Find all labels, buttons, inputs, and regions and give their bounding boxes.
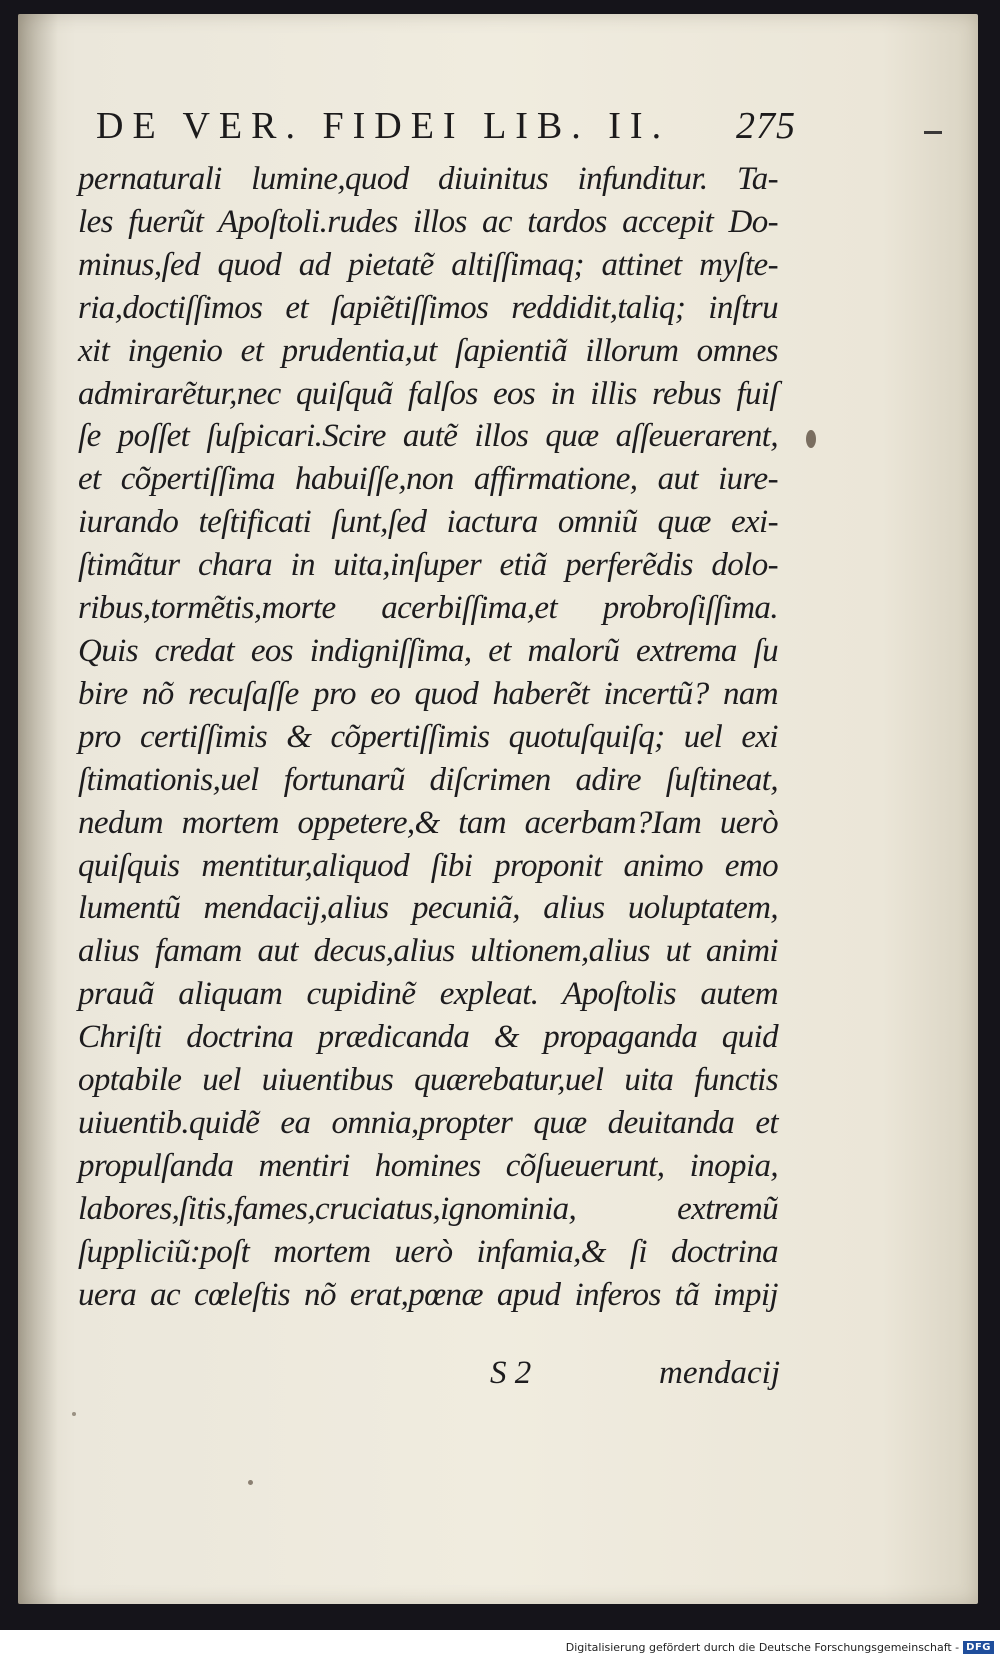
footer-credit: Digitalisierung gefördert durch die Deutsche Forschungsgemeinschaft -	[565, 1640, 960, 1654]
text-line: ſe poſſet ſuſpicari.Scire autẽ illos quæ aſſeuerarent,	[78, 418, 778, 455]
ink-stain	[806, 430, 816, 448]
text-line: minus,ſed quod ad pietatẽ altiſſimaq; attinet myſte-	[78, 246, 778, 283]
text-line: labores,ſitis,fames,cruciatus,ignominia, extremũ	[78, 1190, 778, 1227]
text-line: Quis credat eos indigniſſima, et malorũ extrema ſu	[78, 632, 778, 669]
text-line: quiſquis mentitur,aliquod ſibi proponit animo emo	[78, 847, 778, 884]
text-line: uiuentib.quidẽ ea omnia,propter quæ deuitanda et	[78, 1104, 778, 1141]
running-head	[96, 104, 796, 154]
text-line: lumentũ mendacij,alius pecuniã, alius uoluptatem,	[78, 890, 778, 927]
text-line: uera ac cœleſtis nõ erat,pœnæ apud inferos tã impij	[78, 1276, 778, 1313]
catchword: mendacij	[659, 1355, 780, 1391]
dfg-logo: DFG	[963, 1641, 994, 1654]
paper-speck	[248, 1480, 253, 1485]
text-line: ribus,tormẽtis,morte acerbiſſima,et probroſiſſima.	[78, 590, 778, 627]
gutter-shadow	[18, 14, 58, 1604]
text-line: et cõpertiſſima habuiſſe,non affirmatione, aut iure-	[78, 461, 778, 498]
catchline	[490, 1355, 780, 1399]
text-line: les fuerũt Apoſtoli.rudes illos ac tardos accepit Do-	[78, 203, 778, 240]
text-line: bire nõ recuſaſſe pro eo quod haberẽt incertũ? nam	[78, 675, 778, 712]
text-line: admirarẽtur,nec quiſquã falſos eos in illis rebus fuiſ	[78, 375, 778, 412]
margin-mark	[924, 131, 942, 134]
text-line: ſuppliciũ:poſt mortem uerò infamia,& ſi doctrina	[78, 1233, 778, 1270]
text-line: nedum mortem oppetere,& tam acerbam?Iam uerò	[78, 804, 778, 841]
text-line: ſtimãtur chara in uita,inſuper etiã perferẽdis dolo-	[78, 547, 778, 584]
page-number: 275	[736, 105, 796, 147]
text-line: ſtimationis,uel fortunarũ diſcrimen adire ſuſtineat,	[78, 761, 778, 798]
signature-mark: S 2	[490, 1355, 532, 1391]
digitization-footer	[0, 1636, 1000, 1658]
text-line: xit ingenio et prudentia,ut ſapientiã illorum omnes	[78, 332, 778, 369]
body-text	[78, 158, 778, 1316]
text-line: alius famam aut decus,alius ultionem,alius ut animi	[78, 933, 778, 970]
text-line: prauã aliquam cupidinẽ expleat. Apoſtolis autem	[78, 976, 778, 1013]
text-line: pro certiſſimis & cõpertiſſimis quotuſquiſq; uel exi	[78, 718, 778, 755]
paper-speck	[72, 1412, 76, 1416]
text-line: Chriſti doctrina prædicanda & propaganda quid	[78, 1019, 778, 1056]
text-line: propulſanda mentiri homines cõſueuerunt, inopia,	[78, 1147, 778, 1184]
text-line: ria,doctiſſimos et ſapiẽtiſſimos reddidit,taliq; inſtru	[78, 289, 778, 326]
text-line: optabile uel uiuentibus quærebatur,uel uita functis	[78, 1062, 778, 1099]
running-head-title: DE VER. FIDEI LIB. II.	[96, 105, 671, 147]
text-line: iurando teſtificati ſunt,ſed iactura omniũ quæ exi-	[78, 504, 778, 541]
text-line: pernaturali lumine,quod diuinitus infunditur. Ta-	[78, 161, 778, 197]
